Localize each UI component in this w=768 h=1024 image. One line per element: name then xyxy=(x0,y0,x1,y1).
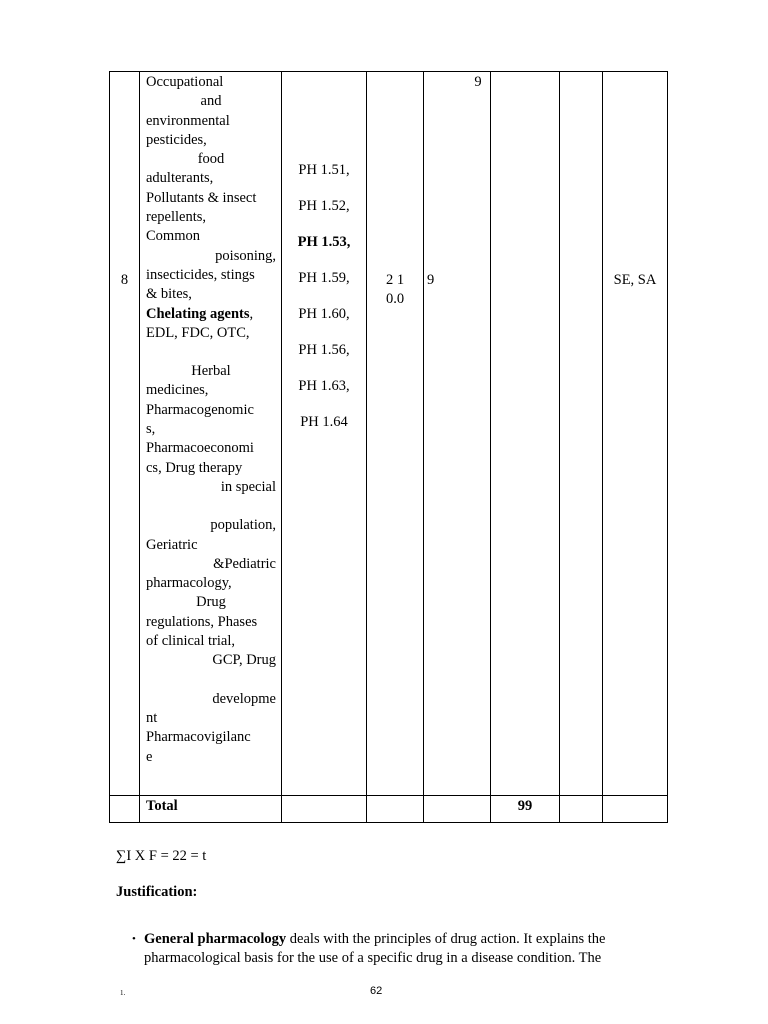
total-value: 99 xyxy=(517,798,533,814)
topic-line: & bites, xyxy=(146,286,192,303)
topic-line: regulations, Phases xyxy=(146,613,258,630)
topic-line: Drug xyxy=(196,594,226,611)
topic-line: Herbal xyxy=(191,363,231,380)
topic-line: pharmacology, xyxy=(146,575,232,592)
topic-line: medicines, xyxy=(146,382,209,399)
topic-line: pesticides, xyxy=(146,131,207,148)
competency-code: PH 1.52, xyxy=(298,198,350,214)
competency-list xyxy=(282,161,366,449)
table-row xyxy=(110,72,668,796)
empty-cell xyxy=(110,796,140,823)
topic-line: s, xyxy=(146,421,156,438)
bullet-point: • xyxy=(132,933,136,945)
competency-code: PH 1.59, xyxy=(298,270,350,286)
empty-cell xyxy=(560,796,603,823)
weightage-cell xyxy=(424,72,491,796)
competency-code: PH 1.53, xyxy=(297,234,351,250)
paragraph-line-1: deals with the principles of drug action. It explains the xyxy=(286,931,606,947)
topic-list xyxy=(140,72,281,767)
topic-gap xyxy=(146,497,276,516)
paragraph-lead: General pharmacology xyxy=(144,931,287,947)
competency-code: PH 1.51, xyxy=(298,162,350,178)
topic-line: Geriatric xyxy=(146,536,198,553)
empty-cell xyxy=(367,796,424,823)
topic-cell xyxy=(140,72,282,796)
topic-line: Pharmacoeconomi xyxy=(146,440,254,457)
serial-cell xyxy=(110,72,140,796)
total-row xyxy=(110,796,668,823)
topic-line: food xyxy=(197,151,225,168)
hours-cell xyxy=(367,72,424,796)
footnote-marker: 1. xyxy=(120,989,126,997)
formula-text: ∑I X F = 22 = t xyxy=(116,848,207,864)
competency-code: PH 1.56, xyxy=(298,342,350,358)
competency-code: PH 1.64 xyxy=(300,414,348,430)
topic-line: environmental xyxy=(146,112,230,129)
empty-cell xyxy=(560,72,603,796)
syllabus-table xyxy=(109,71,668,823)
serial-number: 8 xyxy=(120,272,129,288)
topic-gap xyxy=(146,671,276,690)
topic-line: Occupational xyxy=(146,74,224,90)
topic-line: poisoning, xyxy=(215,247,276,264)
weightage-value: 9 xyxy=(427,272,435,288)
topic-line: Pharmacovigilanc xyxy=(146,729,251,746)
topic-line: developme xyxy=(212,690,276,707)
topic-line: repellents, xyxy=(146,209,206,226)
topic-line: Common xyxy=(146,228,200,245)
competency-cell xyxy=(282,72,367,796)
hours-value xyxy=(367,271,423,309)
paragraph-line-2: pharmacological basis for the use of a specific drug in a disease condition. The xyxy=(144,949,602,966)
topic-line: Pharmacogenomic xyxy=(146,401,254,418)
topic-line: population, xyxy=(210,517,276,534)
total-label-cell xyxy=(140,796,282,823)
assessment-value: SE, SA xyxy=(613,272,657,288)
empty-cell xyxy=(424,796,491,823)
total-label: Total xyxy=(146,798,178,814)
page-number: 62 xyxy=(370,985,383,997)
justification-paragraph xyxy=(132,930,652,967)
competency-code: PH 1.60, xyxy=(298,306,350,322)
justification-heading: Justification: xyxy=(116,884,198,900)
topic-line: adulterants, xyxy=(146,170,214,187)
total-value-cell xyxy=(491,796,560,823)
weightage-top: 9 xyxy=(474,74,482,90)
competency-code: PH 1.63, xyxy=(298,378,350,394)
topic-line: and xyxy=(200,93,222,110)
topic-gap xyxy=(146,343,276,362)
topic-line: Chelating agents, xyxy=(146,305,254,322)
topic-line: of clinical trial, xyxy=(146,633,235,650)
topic-line: Pollutants & insect xyxy=(146,189,257,206)
topic-line: nt xyxy=(146,709,158,726)
topic-line: &Pediatric xyxy=(213,555,276,572)
empty-cell xyxy=(603,796,668,823)
empty-cell xyxy=(282,796,367,823)
topic-line: cs, Drug therapy xyxy=(146,459,243,476)
assessment-cell xyxy=(603,72,668,796)
topic-line: EDL, FDC, OTC, xyxy=(146,324,250,341)
hours-line: 2 1 xyxy=(385,272,405,288)
hours-line: 0.0 xyxy=(385,291,405,307)
topic-line: e xyxy=(146,748,153,765)
topic-line: in special xyxy=(220,478,276,495)
topic-line: insecticides, stings xyxy=(146,266,255,283)
topic-line: GCP, Drug xyxy=(212,652,276,669)
empty-cell xyxy=(491,72,560,796)
